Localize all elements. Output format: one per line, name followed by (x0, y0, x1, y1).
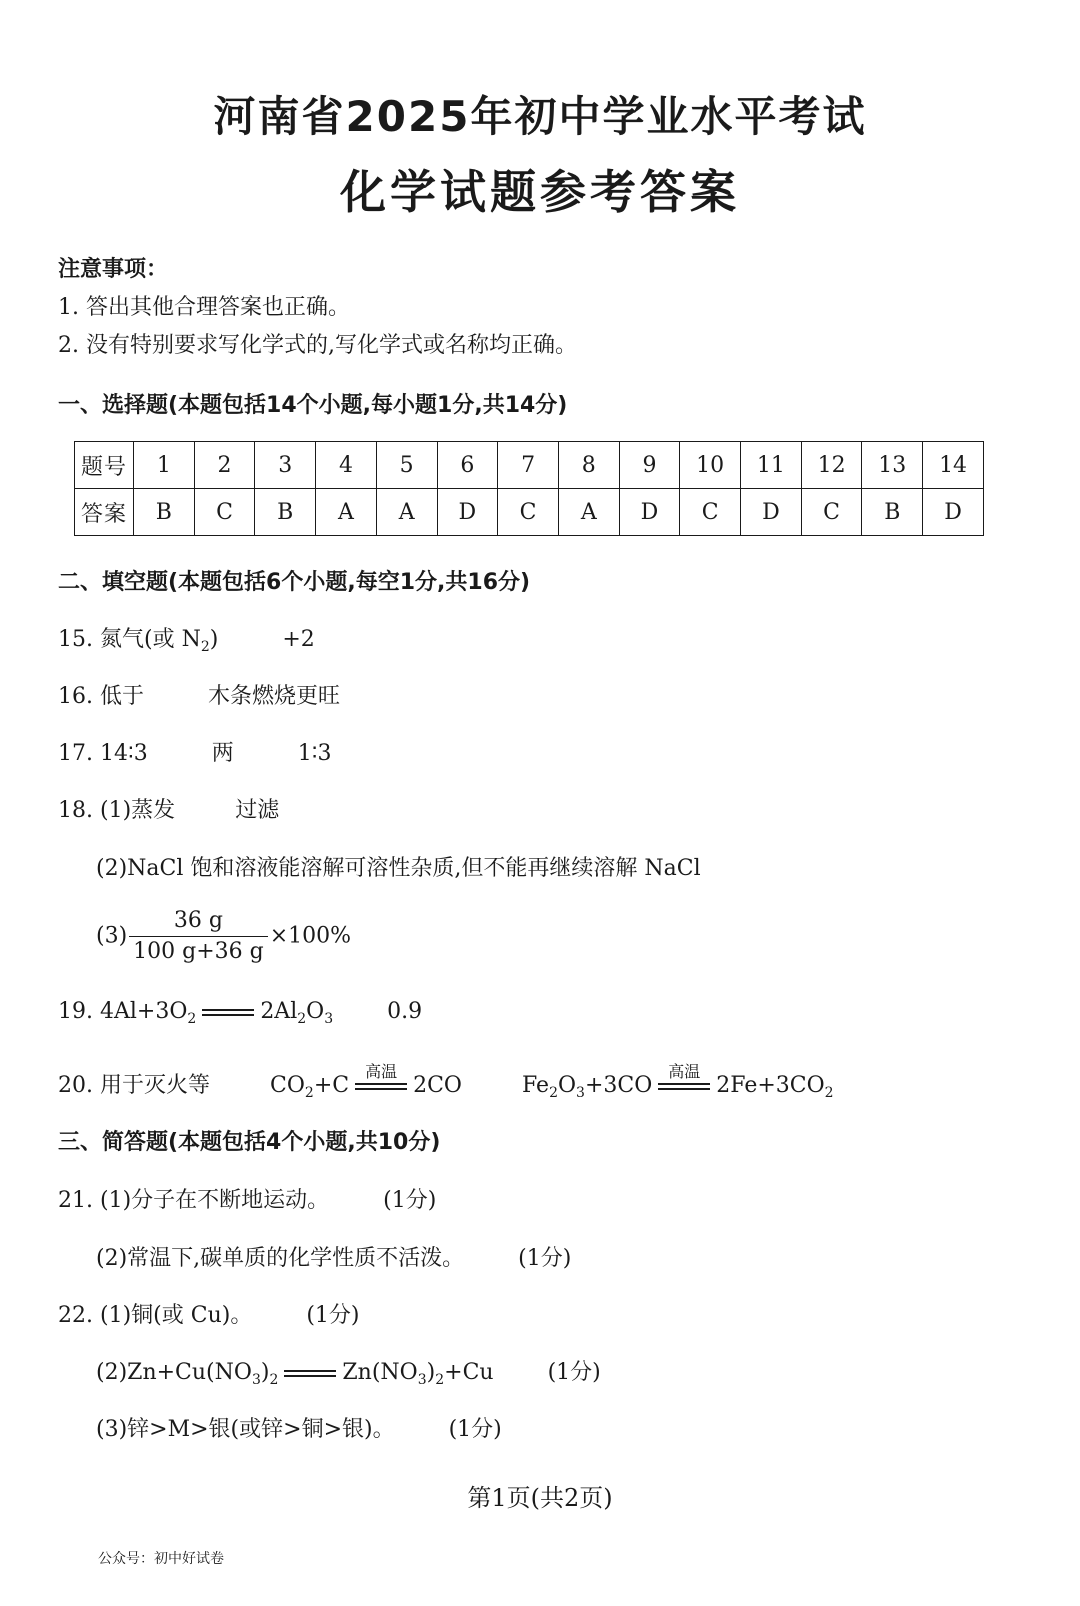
answer-cell: C (498, 489, 559, 536)
section-heading-choice: 一、选择题(本题包括14个小题,每小题1分,共14分) (58, 393, 568, 418)
question-number: 20. (58, 1073, 93, 1098)
watermark: 公众号：初中好试卷 (98, 1551, 224, 1567)
answer-q21-part2: (2)常温下,碳单质的化学性质不活泼。 (1分) (96, 1246, 572, 1271)
score-label: (1分) (306, 1303, 360, 1328)
answer-cell: A (558, 489, 619, 536)
question-number: 6 (437, 442, 498, 489)
answer-table (74, 441, 984, 536)
question-number: 15. (58, 627, 93, 652)
answer-q18-part1: 18. (1)蒸发 过滤 (58, 798, 280, 823)
page-title: 河南省2025年初中学业水平考试 (213, 92, 867, 141)
question-number: 13 (862, 442, 923, 489)
question-number: 3 (255, 442, 316, 489)
question-number: 7 (498, 442, 559, 489)
answer-cell: B (134, 489, 195, 536)
page-number: 第1页(共2页) (467, 1484, 613, 1512)
answer-cell: A (376, 489, 437, 536)
answer-cell: C (680, 489, 741, 536)
answer-cell: D (437, 489, 498, 536)
score-label: (1分) (518, 1246, 572, 1271)
score-label: (1分) (383, 1188, 437, 1213)
answer-cell: D (619, 489, 680, 536)
question-number: 19. (58, 999, 93, 1024)
answer-cell: D (741, 489, 802, 536)
question-number: 5 (376, 442, 437, 489)
equation-sign (284, 1368, 336, 1378)
equation-sign (202, 1007, 254, 1017)
answer-q16: 16. 低于 木条燃烧更旺 (58, 684, 341, 709)
fraction: $\frac{36 g}{100 g+36 g}$ (129, 906, 268, 967)
page-subtitle: 化学试题参考答案 (340, 165, 740, 219)
section-heading-short: 三、简答题(本题包括4个小题,共10分) (58, 1130, 441, 1155)
question-number: 14 (923, 442, 984, 489)
equation-sign: 高温 (658, 1081, 710, 1091)
answer-q22-part1: 22. (1)铜(或 Cu)。 (1分) (58, 1303, 360, 1328)
note-item: 1. 答出其他合理答案也正确。 (58, 295, 350, 320)
question-number: 22. (58, 1303, 93, 1328)
answer-q20: 20. 用于灭火等 $CO_2+C$ 高温 2CO $Fe_2O_3+3CO$ 高温 $2Fe+3CO_2$ (58, 1062, 834, 1101)
answer-cell: C (194, 489, 255, 536)
question-number: 11 (741, 442, 802, 489)
row-label-answer: 答案 (75, 489, 134, 536)
question-number: 4 (316, 442, 377, 489)
question-number: 8 (558, 442, 619, 489)
answer-cell: D (923, 489, 984, 536)
answer-q17: 17. 14∶3 两 1∶3 (58, 741, 332, 766)
question-number: 18. (58, 798, 93, 823)
answer-cell: C (801, 489, 862, 536)
answer-q22-part3: (3)锌>M>银(或锌>铜>银)。 (1分) (96, 1417, 502, 1442)
question-number: 2 (194, 442, 255, 489)
score-label: (1分) (547, 1360, 601, 1385)
question-number: 16. (58, 684, 93, 709)
question-number: 21. (58, 1188, 93, 1213)
answer-q21-part1: 21. (1)分子在不断地运动。 (1分) (58, 1188, 437, 1213)
score-label: (1分) (448, 1417, 502, 1442)
answer-q15: 15. 氮气(或 $N_2) +2$ (58, 627, 315, 655)
question-number: 10 (680, 442, 741, 489)
notes-heading: 注意事项： (58, 257, 169, 282)
answer-cell: A (316, 489, 377, 536)
table-row-numbers (75, 442, 984, 489)
equation-sign: 高温 (355, 1081, 407, 1091)
answer-q22-part2: $(2)Zn+Cu(NO_3)_2$ $Zn(NO_3)_2+Cu$ (1分) (96, 1360, 601, 1388)
question-number: 9 (619, 442, 680, 489)
question-number: 17. (58, 741, 93, 766)
row-label-number: 题号 (75, 442, 134, 489)
section-heading-fill: 二、填空题(本题包括6个小题,每空1分,共16分) (58, 570, 531, 595)
question-number: 12 (801, 442, 862, 489)
answer-q18-part3: (3) $\frac{36 g}{100 g+36 g}$ ×100% (96, 906, 351, 967)
answer-cell: B (862, 489, 923, 536)
answer-q18-part2: (2)NaCl 饱和溶液能溶解可溶性杂质,但不能再继续溶解 NaCl (96, 856, 701, 881)
answer-cell: B (255, 489, 316, 536)
question-number: 1 (134, 442, 195, 489)
answer-q19: 19. $4Al+3O_2$ $2Al_2O_3$ 0.9 (58, 999, 423, 1027)
table-row-answers (75, 489, 984, 536)
note-item: 2. 没有特别要求写化学式的,写化学式或名称均正确。 (58, 333, 577, 358)
